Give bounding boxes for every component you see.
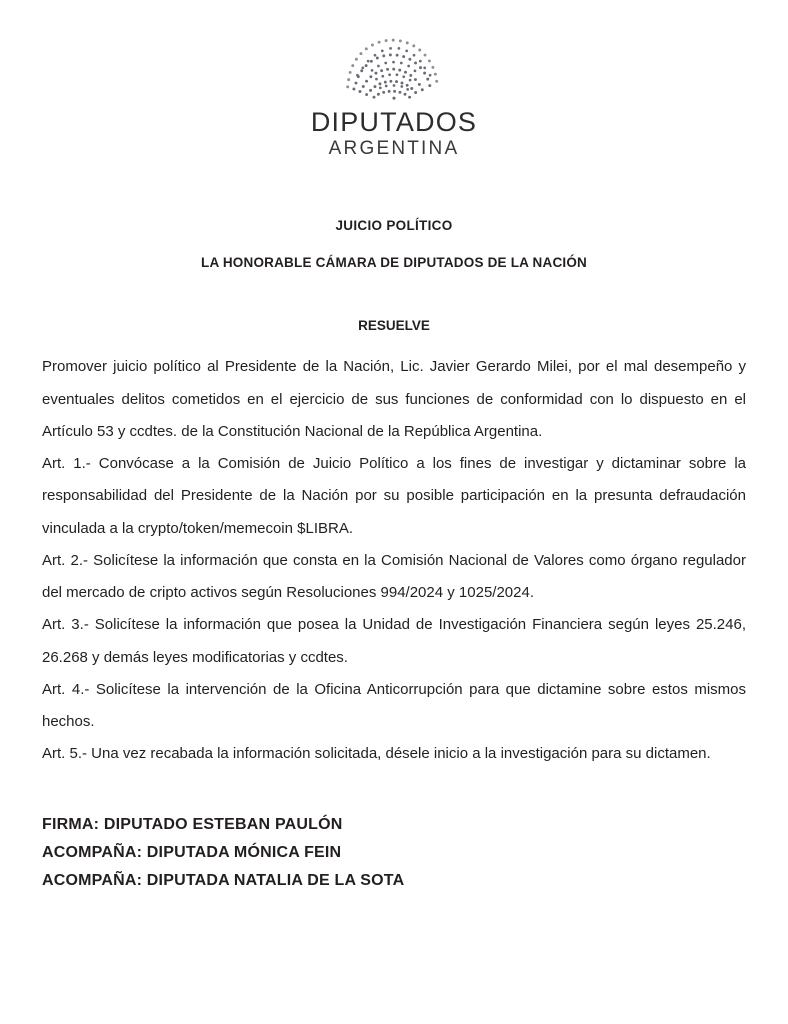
document-header (42, 0, 746, 160)
article-4: Art. 4.- Solicítese la intervención de la Oficina Anticorrupción para que dictamine sobre estos mismos hechos. (42, 680, 746, 731)
diputados-fan-logo-icon (319, 26, 469, 104)
signature-primary: FIRMA: DIPUTADO ESTEBAN PAULÓN (42, 815, 343, 833)
article-3: Art. 3.- Solicítese la información que posea la Unidad de Investigación Financiera según leyes 25.246, 26.268 y demás leyes modificatorias y ccdtes. (42, 616, 746, 666)
logo-submark: ARGENTINA (328, 138, 460, 160)
signature-cosigner-2: ACOMPAÑA: DIPUTADA NATALIA DE LA SOTA (42, 871, 405, 889)
page-title: JUICIO POLÍTICO (335, 218, 453, 234)
article-2: Art. 2.- Solicítese la información que consta en la Comisión Nacional de Valores como órgano regulador del mercado de cripto activos según Resoluciones 994/2024 y 1025/2024. (42, 551, 746, 602)
logo-wordmark: DIPUTADOS (310, 107, 478, 137)
resolve-heading: RESUELVE (358, 318, 430, 334)
signature-block (42, 811, 746, 895)
article-5: Art. 5.- Una vez recabada la información solicitada, désele inicio a la investigación para su dictamen. (42, 745, 711, 763)
preamble-paragraph: Promover juicio político al Presidente de la Nación, Lic. Javier Gerardo Milei, por el mal desempeño y eventuales delitos cometidos en el ejercicio de sus funciones de conformidad con lo dispuesto en el Artículo 53 y ccdtes. de la Constitución Nacional de la República Argentina. (42, 358, 746, 440)
page-subtitle: LA HONORABLE CÁMARA DE DIPUTADOS DE LA NACIÓN (201, 255, 587, 271)
signature-cosigner-1: ACOMPAÑA: DIPUTADA MÓNICA FEIN (42, 843, 342, 861)
article-1: Art. 1.- Convócase a la Comisión de Juicio Político a los fines de investigar y dictaminar sobre la responsabilidad del Presidente de la Nación por su posible participación en la presunta defraudación vinculada a la crypto/token/memecoin $LIBRA. (42, 455, 746, 537)
document-body (42, 351, 746, 770)
title-block (42, 218, 746, 270)
